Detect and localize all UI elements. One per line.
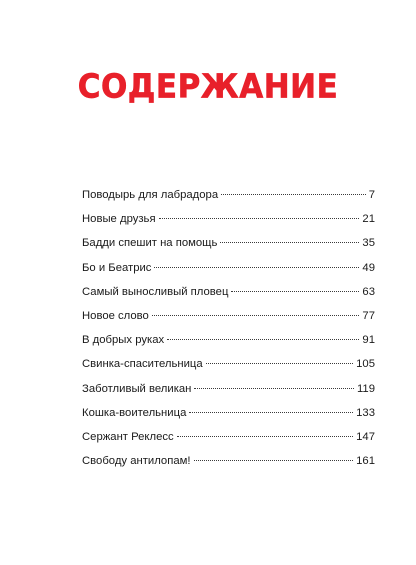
- toc-dot-leader: [167, 339, 359, 340]
- toc-dot-leader: [194, 388, 354, 389]
- page-title: СОДЕРЖАНИЕ: [77, 67, 339, 106]
- toc-entry-title: Свободу антилопам!: [82, 455, 191, 468]
- toc-entry: [82, 377, 375, 401]
- toc-entry-title: Заботливый великан: [82, 382, 192, 395]
- toc-entry-page: 35: [362, 237, 375, 250]
- table-of-contents: [82, 183, 375, 473]
- toc-entry: [82, 352, 375, 376]
- toc-entry-title: Поводырь для лабрадора: [82, 189, 219, 201]
- toc-entry-page: 63: [362, 285, 375, 298]
- toc-entry: [82, 425, 375, 449]
- toc-entry-title: Бадди спешит на помощь: [82, 237, 218, 250]
- toc-entry-page: 119: [356, 382, 375, 395]
- toc-entry: [82, 328, 375, 352]
- toc-entry: [82, 280, 375, 304]
- toc-entry-title: Сержант Реклесс: [82, 430, 174, 443]
- toc-entry: [82, 449, 375, 473]
- toc-entry-page: 91: [362, 334, 375, 347]
- toc-entry: [82, 231, 375, 255]
- toc-dot-leader: [189, 412, 353, 413]
- toc-dot-leader: [231, 291, 359, 292]
- toc-entry-title: Новые друзья: [82, 213, 156, 226]
- toc-entry-page: 147: [356, 430, 375, 443]
- toc-dot-leader: [194, 460, 354, 461]
- toc-entry: [82, 401, 375, 425]
- toc-entry-title: Свинка-спасительница: [82, 358, 203, 371]
- toc-entry-page: 21: [362, 213, 375, 226]
- toc-entry-page: 133: [356, 406, 375, 419]
- toc-entry-page: 7: [368, 189, 375, 201]
- toc-entry-title: Бо и Беатрис: [82, 261, 152, 274]
- toc-entry: [82, 207, 375, 231]
- toc-dot-leader: [177, 436, 353, 437]
- toc-entry-page: 161: [356, 455, 375, 468]
- toc-entry-title: Новое слово: [82, 309, 149, 322]
- toc-entry-title: В добрых руках: [82, 334, 165, 347]
- toc-entry-title: Самый выносливый пловец: [82, 285, 229, 298]
- toc-dot-leader: [159, 218, 360, 219]
- toc-dot-leader: [206, 363, 353, 364]
- toc-entry: [82, 256, 375, 280]
- toc-dot-leader: [152, 315, 360, 316]
- toc-dot-leader: [154, 267, 359, 268]
- toc-entry-page: 105: [356, 358, 375, 371]
- toc-entry-title: Кошка-воительница: [82, 406, 187, 419]
- toc-entry: [82, 304, 375, 328]
- toc-entry-page: 49: [362, 261, 375, 274]
- toc-entry-page: 77: [362, 309, 375, 322]
- toc-dot-leader: [221, 194, 366, 195]
- toc-dot-leader: [220, 242, 359, 243]
- toc-entry: [82, 183, 375, 207]
